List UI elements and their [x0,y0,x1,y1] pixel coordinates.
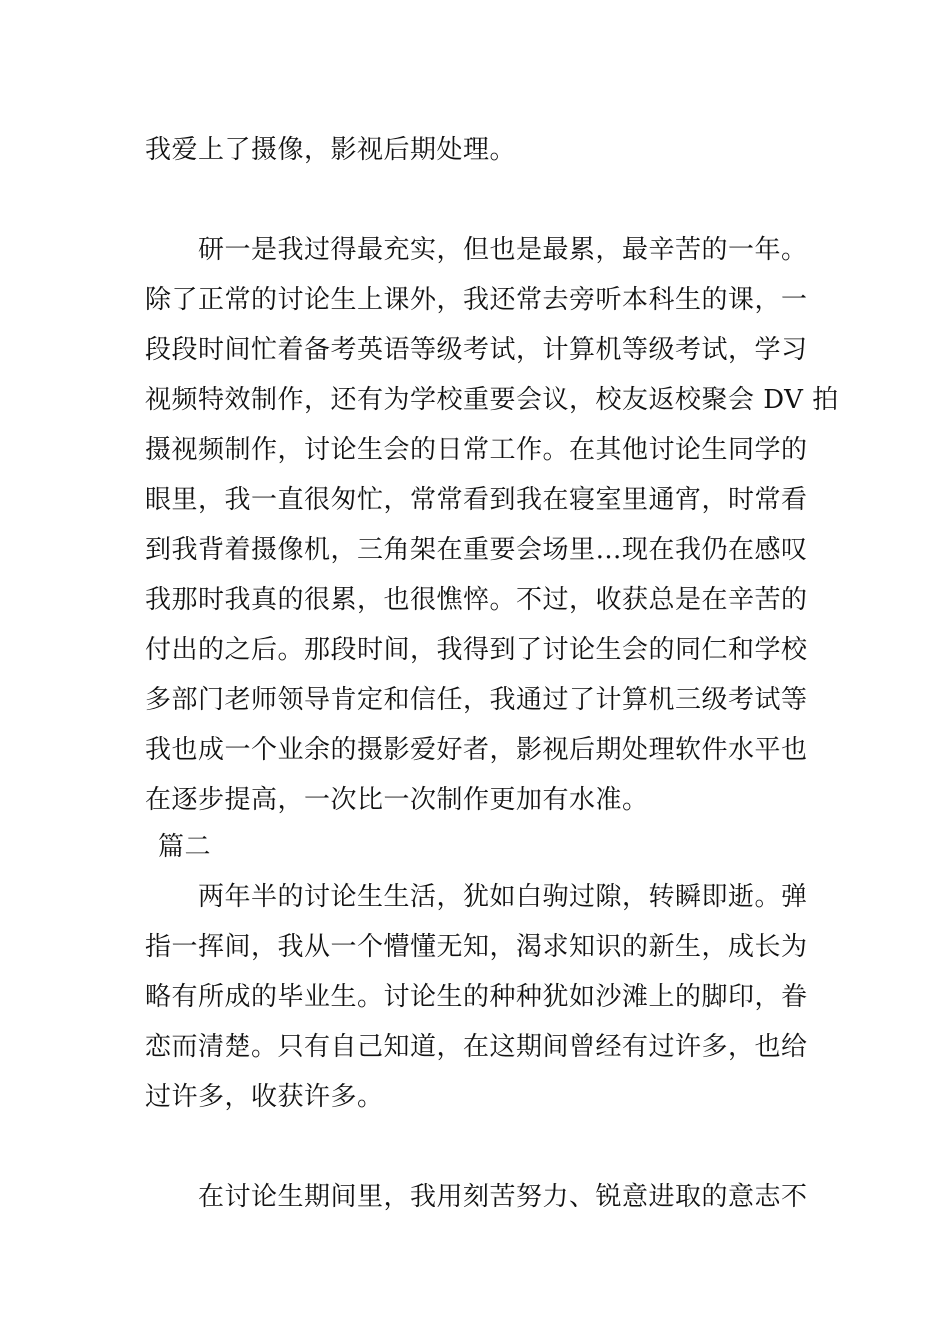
paragraph-3-line: 恋而清楚。只有自己知道，在这期间曾经有过许多，也给 [145,1032,808,1062]
paragraph-2-line: 摄视频制作，讨论生会的日常工作。在其他讨论生同学的 [145,435,808,465]
paragraph-2-line: 在逐步提高，一次比一次制作更加有水准。 [145,785,649,815]
section-heading: 篇二 [158,832,212,862]
paragraph-3-line: 略有所成的毕业生。讨论生的种种犹如沙滩上的脚印，眷 [145,982,808,1012]
paragraph-2-line: 付出的之后。那段时间，我得到了讨论生会的同仁和学校 [145,635,808,665]
paragraph-4-line: 在讨论生期间里，我用刻苦努力、锐意进取的意志不 [198,1182,808,1212]
paragraph-2-line: 除了正常的讨论生上课外，我还常去旁听本科生的课，一 [145,285,808,315]
paragraph-2-line: 段段时间忙着备考英语等级考试，计算机等级考试，学习 [145,335,808,365]
paragraph-2-line: 研一是我过得最充实，但也是最累，最辛苦的一年。 [198,235,808,265]
paragraph-2-line: 眼里，我一直很匆忙，常常看到我在寝室里通宵，时常看 [145,485,808,515]
paragraph-1-line: 我爱上了摄像，影视后期处理。 [145,135,517,165]
paragraph-2-line: 我那时我真的很累，也很憔悴。不过，收获总是在辛苦的 [145,585,808,615]
paragraph-3-line: 过许多，收获许多。 [145,1082,384,1112]
paragraph-2-line: 多部门老师领导肯定和信任，我通过了计算机三级考试等 [145,685,808,715]
paragraph-2-line: 到我背着摄像机，三角架在重要会场里…现在我仍在感叹 [145,535,808,565]
paragraph-3-line: 指一挥间，我从一个懵懂无知，渴求知识的新生，成长为 [145,932,808,962]
paragraph-2-line: 我也成一个业余的摄影爱好者，影视后期处理软件水平也 [145,735,808,765]
paragraph-2-line: 视频特效制作，还有为学校重要会议，校友返校聚会 DV 拍 [145,385,839,415]
paragraph-3-line: 两年半的讨论生生活，犹如白驹过隙，转瞬即逝。弹 [198,882,808,912]
